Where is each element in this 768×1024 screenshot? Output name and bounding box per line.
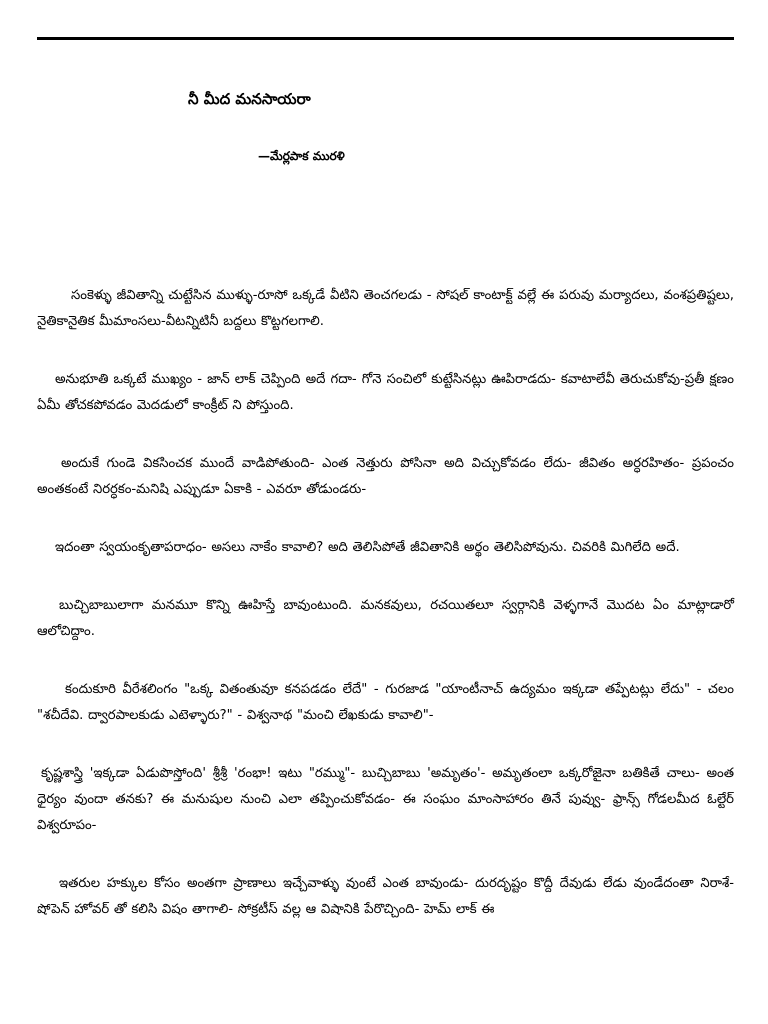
document-author: —మేర్లపాక మురళి (258, 149, 345, 163)
paragraph: బుచ్చిబాబులాగా మనమూ కొన్ని ఊహిస్తే బావుంటుంది. మనకవులు, రచయితలూ స్వర్గానికి వెళ్ళగానే మొదట ఏం మాట్లాడారో ఆలోచిద్దాం. (37, 598, 734, 639)
paragraph: కందుకూరి వీరేశలింగం "ఒక్క వితంతువూ కనపడడం లేదే" - గురజాడ "యాంటీనాచ్ ఉద్యమం ఇక్కడా తప్పేటట్లు లేదు" - చలం "శచీదేవి. ద్వారపాలకుడు ఎటెళ్ళారు?" - విశ్వనాథ "మంచి లేఖకుడు కావాలి"- (37, 682, 734, 723)
paragraph: ఇతరుల హక్కుల కోసం అంతగా ప్రాణాలు ఇచ్చేవాళ్ళు వుంటే ఎంత బావుండు- దురదృష్టం కొద్దీ దేవుడు లేడు వుండేదంతా నిరాశే- షోపెన్ హోవర్ తో కలిసి విషం తాగాలి- సోక్రటీస్ వల్ల ఆ విషానికి పేరొచ్చింది- హెమ్ లాక్ ఈ (37, 876, 734, 917)
document-title: నీ మీద మనసాయరా (188, 90, 311, 108)
paragraph: సంకెళ్ళు జీవితాన్ని చుట్టేసిన ముళ్ళు-రూసో ఒక్కడే వీటిని తెంచగలడు - సోషల్ కాంటాక్ట్ వల్లే ఈ పరువు మర్యాదలు, వంశప్రతిష్టలు, నైతికానైతిక మీమాంసలు-వీటన్నిటినీ బద్దలు కొట్టగలగాలి. (37, 288, 734, 329)
paragraph: అందుకే గుండె వికసించక ముందే వాడిపోతుంది- ఎంత నెత్తురు పోసినా అది విచ్చుకోవడం లేదు- జీవితం అర్ధరహితం- ప్రపంచం అంతకంటే నిరర్ధకం-మనిషి ఎప్పుడూ ఏకాకి - ఎవరూ తోడుండరు- (37, 456, 734, 497)
paragraph: ఇదంతా స్వయంకృతాపరాధం- అసలు నాకేం కావాలి? అది తెలిసిపోతే జీవితానికి అర్థం తెలిసిపోవును. చివరికి మిగిలేది అదే. (55, 540, 680, 555)
document-body (37, 283, 734, 955)
paragraph: కృష్ణశాస్త్రి 'ఇక్కడా ఏడుపొస్తోంది' శ్రీశ్రీ 'రంభా! ఇటు "రమ్ము"- బుచ్చిబాబు 'అమృతం'- అమృతంలా ఒక్కరోజైనా బతికితే చాలు- అంత ధైర్యం వుందా తనకు? ఈ మనుషుల నుంచి ఎలా తప్పించుకోవడం- ఈ సంఘం మాంసాహారం తినే పువ్వు- ఫ్రాన్స్ గోడలమీద ఓల్టేర్ విశ్వరూపం- (37, 766, 734, 833)
top-rule (37, 37, 734, 40)
paragraph: అనుభూతి ఒక్కటే ముఖ్యం - జాన్ లాక్ చెప్పింది అదే గదా- గోనె సంచిలో కుట్టేసినట్లు ఊపిరాడదు- కవాటాలేవీ తెరుచుకోవు-ప్రతీ క్షణం ఏమీ తోచకపోవడం మెదడులో కాంక్రీట్ ని పోస్తుంది. (37, 372, 734, 413)
